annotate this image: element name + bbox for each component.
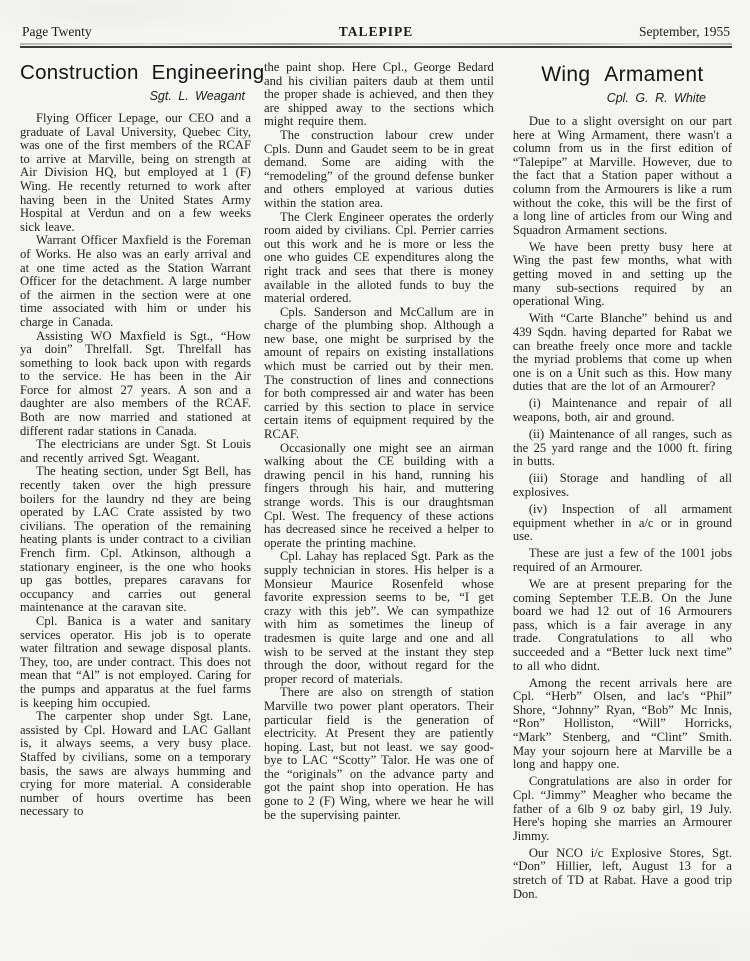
- page-header: [20, 24, 732, 43]
- paragraph: Due to a slight oversight on our part here at Wing Armament, there wasn't a column from us in the first edition of “Talepipe” at Marville. However, due to the fact that a Station paper without a column from the Armourers is like a rum without the coke, this will be the first of a long line of articles from our Wing and Squadron Armament sections.: [512, 114, 732, 237]
- paragraph: The heating section, under Sgt Bell, has recently taken over the high pressure boilers for the laundry nd they are being operated by LAC Crate assisted by two civilians. The operation of the remaining heating plants is under contract to a civilian French firm. Cpl. Atkinson, although a stationary engineer, is the one who hooks up gas bottles, prepares caravans for occupancy and carries out general maintenance at the caravan site.: [20, 464, 251, 615]
- article-columns: [20, 61, 732, 941]
- paragraph: the paint shop. Here Cpl., George Bedard and his civilian paiters daub at them until the proper shade is achieved, and then they are shipped away to the sections which might require them.: [264, 61, 494, 129]
- paragraph: Cpl. Banica is a water and sanitary services operator. His job is to operate water filtration and sewage disposal plants. They, too, are under contract. This does not mean that “Al” is not employed. Caring for the pumps and apparatus at the fuel farms is keeping him occupied.: [20, 613, 251, 710]
- page-number-label: Page Twenty: [22, 24, 92, 39]
- paragraph: Cpls. Sanderson and McCallum are in charge of the plumbing shop. Although a new base, one might be surprised by the amount of repairs on existing installations which must be carried out by their men. The construction of lines and connections for both compressed air and water has been carried by this section to place in service certain items of equipment required by the RCAF.: [264, 304, 494, 442]
- paragraph: Flying Officer Lepage, our CEO and a graduate of Laval University, Quebec City, was one of the first members of the RCAF to arrive at Marville, being on strength at Air Division HQ, but employed at 1 (F) Wing. He recently returned to work after having been in the United States Army Hospital at Verdun and on a few weeks sick leave.: [20, 111, 251, 234]
- paragraph: The construction labour crew under Cpls. Dunn and Gaudet seem to be in great demand. Some are aiding with the “remodeling” of the ground defense bunker and others employed at various duties within the station area.: [264, 127, 494, 210]
- paragraph: (ii) Maintenance of all ranges, such as the 25 yard range and the 1000 ft. firing in butts.: [512, 427, 732, 469]
- paragraph: There are also on strength of station Marville two power plant operators. Their particular field is the generation of electricity. At Present they are patiently hoping. Last, but not least. we say good-bye to LAC “Scotty” Talor. He was one of the “originals” on the advance party and got the paint shop into operation. He has gone to 2 (F) Wing, where we hear he will be the supervising painter.: [264, 685, 494, 822]
- paragraph: (iv) Inspection of all armament equipment whether in a/c or in ground use.: [512, 502, 732, 544]
- paragraph: (iii) Storage and handling of all explosives.: [512, 471, 732, 499]
- paragraph: Cpl. Lahay has replaced Sgt. Park as the supply technician in stores. His helper is a Monsieur Maurice Rosenfeld whose favorite expression seems to be, “I get crazy with this jeb”. We can sympathize with him as sometimes the lineup of tradesmen is quite large and one and all wish to be served at the instant they step through the door, without regard for the proper record of materials.: [264, 549, 494, 686]
- issue-date: September, 1955: [639, 24, 730, 39]
- article-byline-construction: Sgt. L. Weagant: [149, 89, 245, 103]
- paragraph: We have been pretty busy here at Wing the past few months, what with getting moved in and setting up the many sub-sections required by an operational Wing.: [512, 239, 732, 309]
- construction-column1-text: [20, 112, 251, 819]
- paragraph: Assisting WO Maxfield is Sgt., “How ya doin” Threlfall. Sgt. Threlfall has something to look back upon with regards to the service. He has been in the Air Force for almost 27 years. A son and a daughter are also members of the RCAF. Both are now married and stationed at different radar stations in Canada.: [20, 328, 251, 438]
- paragraph: Occasionally one might see an airman walking about the CE building with a drawing pencil in his hand, running his fingers through his hair, and muttering strange words. This is our draughtsman Cpl. West. The frequency of these actions has decreased since he received a helper to operate the printing machine.: [264, 440, 494, 550]
- paragraph: Warrant Officer Maxfield is the Foreman of Works. He also was an early arrival and at one time acted as the Station Warrant Officer for the detachment. A large number of the airmen in the section were at one time associated with him or under his charge in Canada.: [20, 233, 251, 329]
- article-title-construction: Construction Engineering: [20, 61, 265, 84]
- construction-column2-text: [264, 61, 494, 822]
- column-wing-armament: [507, 61, 732, 941]
- masthead-title: TALEPIPE: [338, 24, 414, 39]
- header-rule-light: [20, 43, 732, 45]
- paragraph: The carpenter shop under Sgt. Lane, assisted by Cpl. Howard and LAC Gallant is, it always seems, a very busy place. Staffed by civilians, some on a temporary basis, the saws are always humming and crying for more material. A considerable number of hours overtime has been necessary to: [20, 709, 251, 819]
- paragraph: The Clerk Engineer operates the orderly room aided by civilians. Cpl. Perrier carries out this work and he is more or less the one who guides CE expenditures along the right track and sees that there is money available in the alloted funds to buy the material ordered.: [264, 209, 494, 306]
- paragraph: These are just a few of the 1001 jobs required of an Armourer.: [512, 546, 732, 574]
- article-title-wing: Wing Armament: [541, 63, 704, 86]
- paragraph: The electricians are under Sgt. St Louis and recently arrived Sgt. Weagant.: [20, 437, 251, 465]
- column-construction-2: [264, 61, 494, 941]
- paragraph: Among the recent arrivals here are Cpl. “Herb” Olsen, and lac's “Phil” Shore, “Johnny” Ryan, “Bob” Mc Innis, “Ron” Holliston, “Will” Horricks, “Mark” Stenberg, and “Clint” Smith. May your sojourn here at Marville be a long and happy one.: [512, 675, 732, 772]
- article-byline-wing: Cpl. G. R. White: [606, 91, 706, 105]
- paragraph: With “Carte Blanche” behind us and 439 Sqdn. having departed for Rabat we can breathe freely once more and tackle the myriad problems that come up when one is on a Unit such as this. How many duties that are the lot of an Armourer?: [512, 311, 732, 394]
- paragraph: (i) Maintenance and repair of all weapons, both, air and ground.: [512, 396, 732, 424]
- column-construction-1: [20, 61, 265, 941]
- wing-armament-text: [513, 115, 732, 901]
- paragraph: Our NCO i/c Explosive Stores, Sgt. “Don” Hillier, left, August 13 for a stretch of TD at Rabat. Have a good trip Don.: [512, 845, 732, 901]
- header-rule: [20, 46, 732, 48]
- paragraph: We are at present preparing for the coming September T.E.B. On the June board we had 12 out of 16 Armourers pass, which is a fair average in any trade. Congratulations to all who succeeded and a “Better luck next time” to all who didnt.: [512, 577, 732, 673]
- paragraph: Congratulations are also in order for Cpl. “Jimmy” Meagher who became the father of a 6lb 9 oz baby girl, 19 July. Here's hoping she marries an Armourer Jimmy.: [512, 774, 732, 843]
